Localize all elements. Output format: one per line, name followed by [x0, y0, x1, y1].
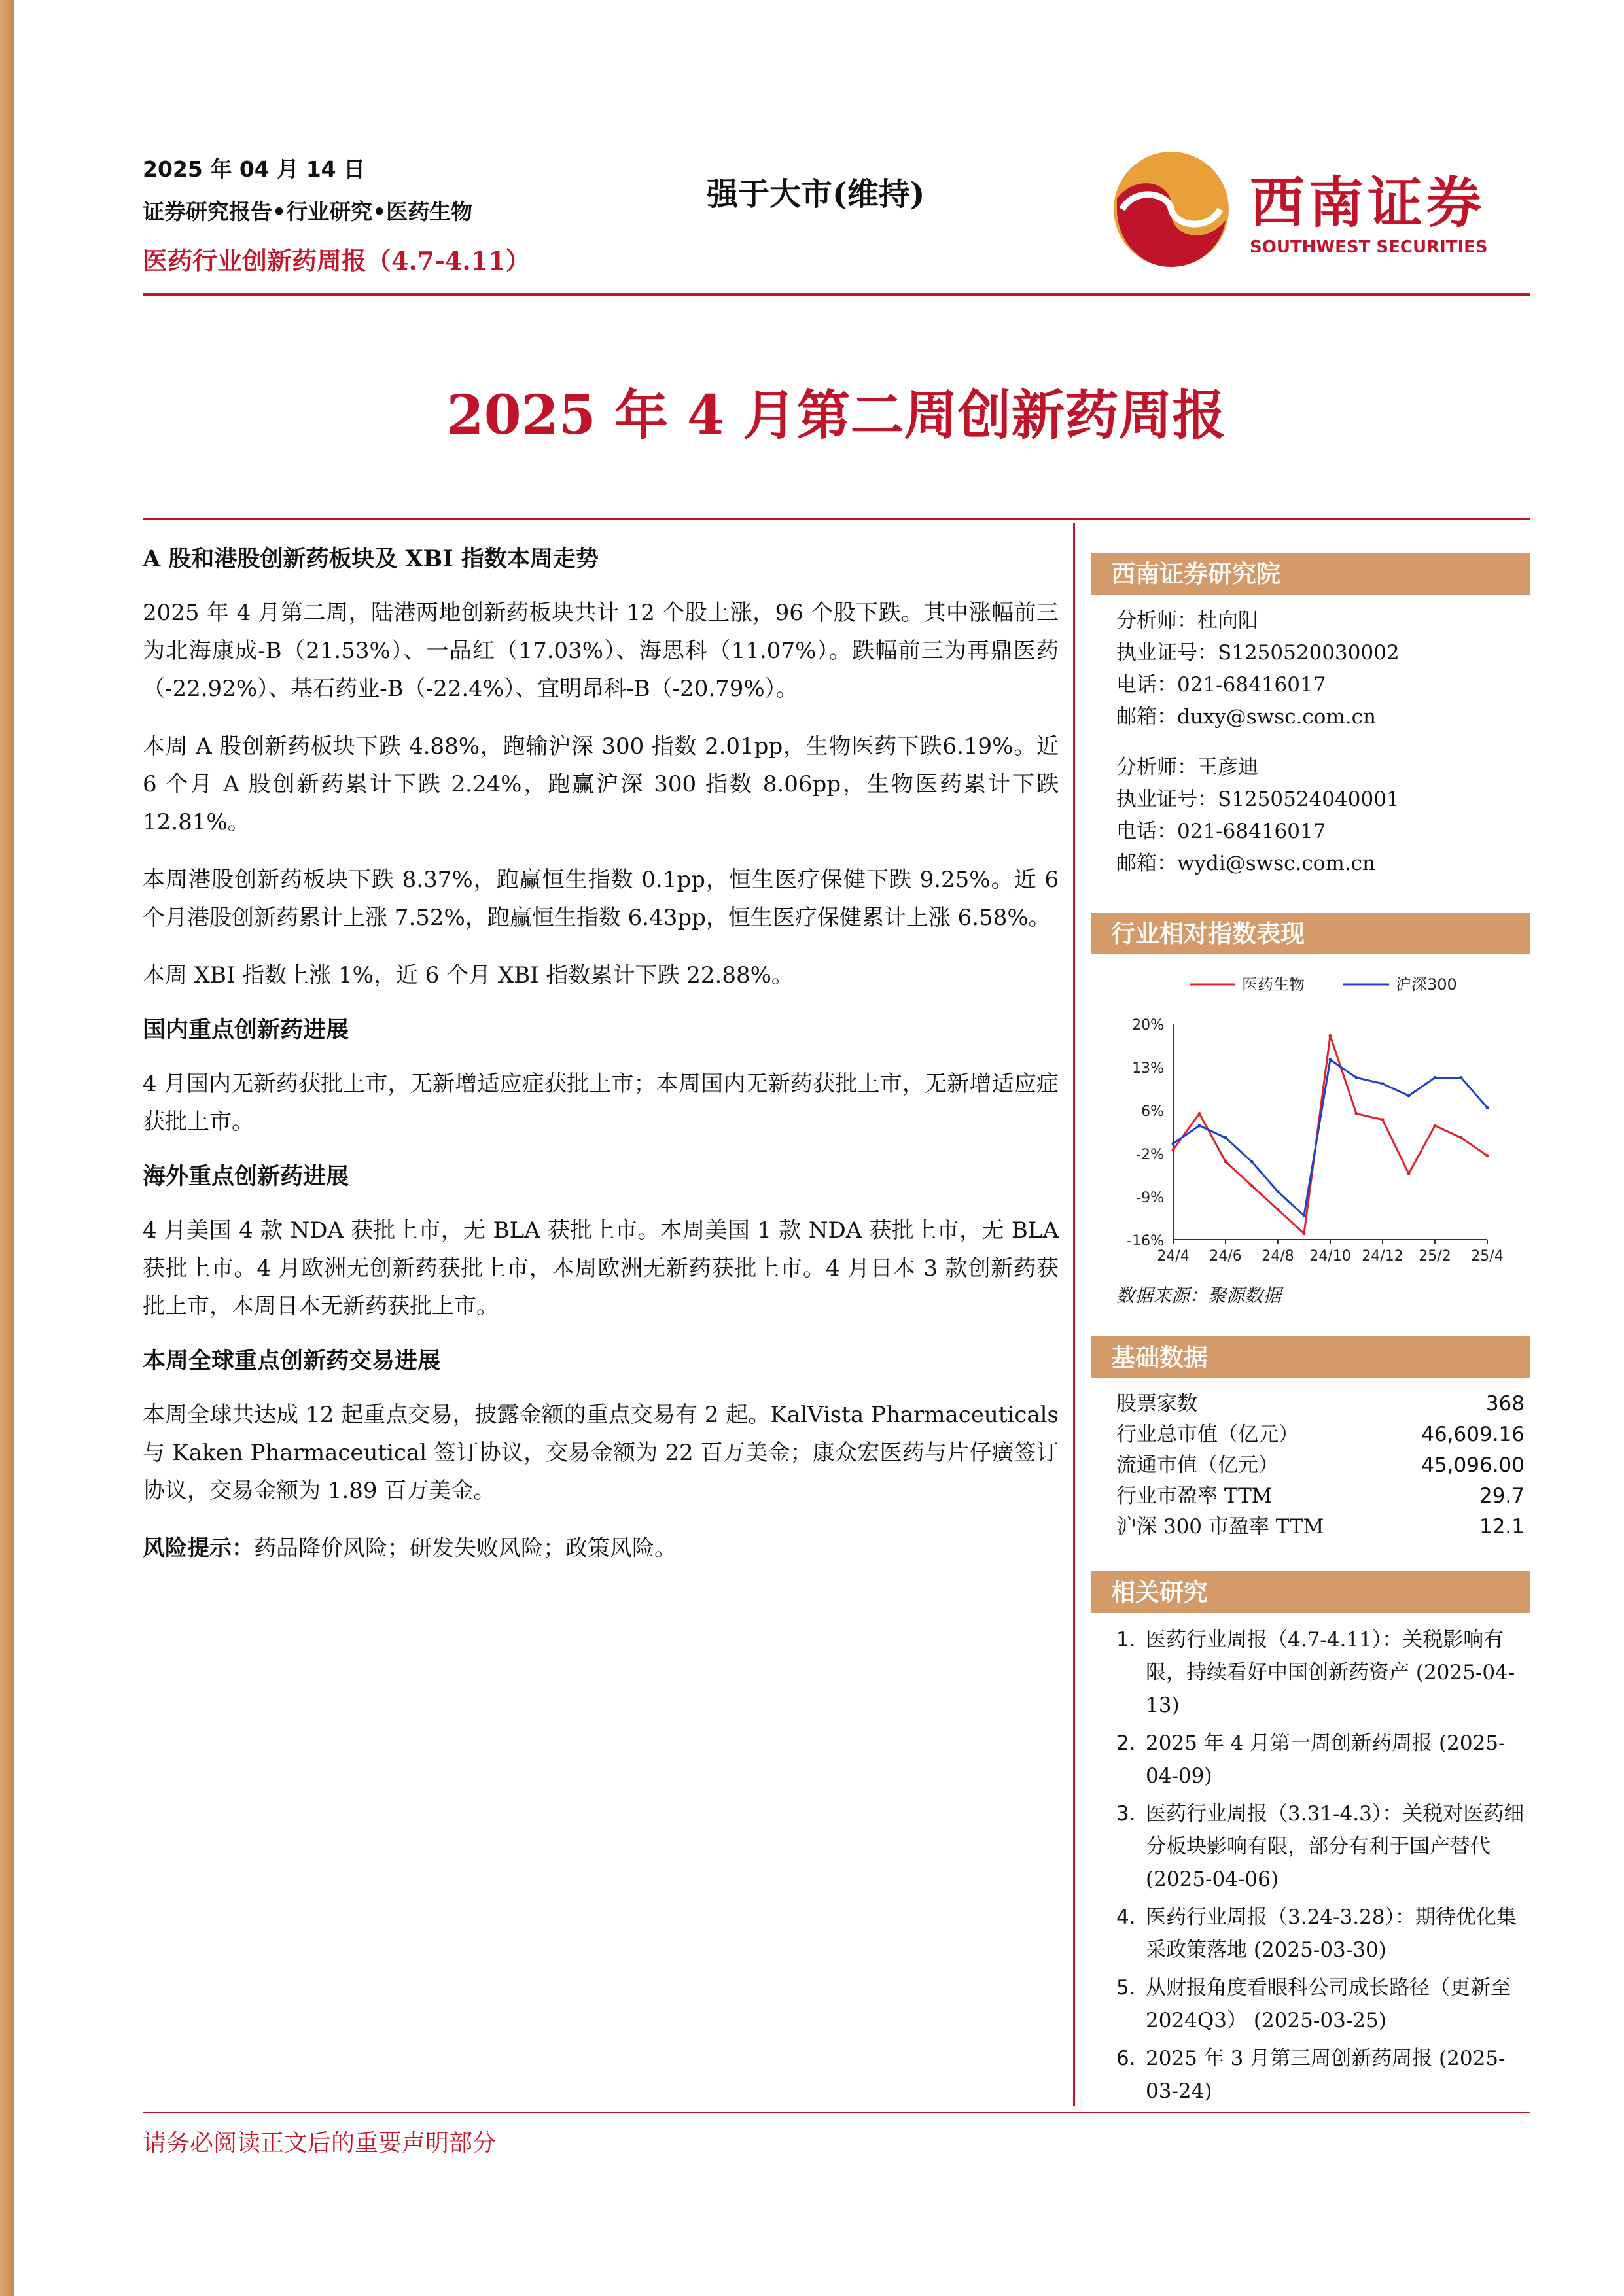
footer-divider — [143, 2112, 1530, 2113]
basic-data-row — [1091, 1450, 1530, 1481]
report-type: 证券研究报告•行业研究•医药生物 — [143, 199, 473, 224]
x-tick-label: 24/4 — [1157, 1248, 1190, 1264]
data-point — [1303, 1214, 1306, 1217]
summary-paragraph: 本周全球共达成 12 起重点交易，披露金额的重点交易有 2 起。KalVista Pharmaceuticals 与 Kaken Pharmaceutical 签订协议，交易金额为 22 百万美金；康众宏医药与片仔癀签订协议，交易金额为 1.89 百万美金。 — [143, 1402, 1059, 1504]
sidebar-column — [1091, 553, 1530, 2113]
x-tick-label: 25/4 — [1471, 1248, 1504, 1264]
rating: 强于大市(维持) — [707, 176, 925, 213]
data-point — [1381, 1118, 1385, 1121]
basic-data-label: 行业总市值（亿元） — [1116, 1423, 1299, 1446]
data-point — [1407, 1172, 1411, 1175]
analyst-phone: 电话：021-68416017 — [1116, 820, 1326, 843]
y-tick-label: 13% — [1132, 1060, 1164, 1077]
analyst-name: 分析师：杜向阳 — [1116, 609, 1258, 633]
analyst-cert: 执业证号：S1250520030002 — [1116, 641, 1400, 665]
logo-emblem-icon — [1109, 147, 1233, 271]
data-point — [1460, 1136, 1463, 1139]
y-tick-label: 20% — [1132, 1017, 1164, 1034]
section-heading: 海外重点创新药进展 — [143, 1163, 349, 1190]
data-point — [1434, 1076, 1437, 1079]
legend-label: 医药生物 — [1242, 975, 1305, 994]
y-tick-label: -2% — [1136, 1147, 1164, 1163]
summary-column — [143, 543, 1059, 1587]
x-tick-label: 24/10 — [1309, 1248, 1351, 1264]
chart-header: 行业相对指数表现 — [1091, 913, 1530, 954]
company-logo — [1109, 147, 1528, 271]
data-point — [1303, 1232, 1306, 1235]
basic-data-row — [1091, 1389, 1530, 1419]
related-item[interactable] — [1116, 1972, 1530, 2037]
basic-data-label: 沪深 300 市盈率 TTM — [1116, 1515, 1324, 1539]
basic-data-label: 股票家数 — [1116, 1392, 1197, 1416]
related-text: 2025 年 4 月第一周创新药周报 (2025-04-09) — [1146, 1731, 1506, 1788]
summary-paragraph: 本周港股创新药板块下跌 8.37%，跑赢恒生指数 0.1pp，恒生医疗保健下跌 9.25%。近 6 个月港股创新药累计上涨 7.52%，跑赢恒生指数 6.43pp，恒生医疗保健累计上涨 6.58%。 — [143, 867, 1059, 931]
x-tick-label: 24/12 — [1362, 1248, 1403, 1264]
logo-text-en: SOUTHWEST SECURITIES — [1250, 237, 1488, 257]
data-point — [1381, 1082, 1385, 1085]
related-num: 5. — [1116, 1976, 1136, 2000]
summary-paragraph: 4 月国内无新药获批上市，无新增适应症获批上市；本周国内无新药获批上市，无新增适应症获批上市。 — [143, 1071, 1059, 1135]
column-divider — [1073, 523, 1075, 2106]
data-point — [1355, 1076, 1358, 1079]
y-tick-label: 6% — [1141, 1104, 1164, 1120]
data-point — [1277, 1190, 1280, 1193]
data-point — [1486, 1154, 1489, 1157]
data-point — [1172, 1148, 1175, 1151]
data-point — [1198, 1124, 1201, 1127]
data-point — [1172, 1142, 1175, 1145]
basic-data-row — [1091, 1419, 1530, 1450]
y-tick-label: -9% — [1136, 1190, 1164, 1206]
relative-index-chart — [1091, 965, 1530, 1279]
related-num: 4. — [1116, 1905, 1136, 1929]
summary-paragraph: 2025 年 4 月第二周，陆港两地创新药板块共计 12 个股上涨，96 个股下跌。其中涨幅前三为北海康成-B（21.53%）、一品红（17.03%）、海思科（11.07%）。跌幅前三为再鼎医药（-22.92%）、基石药业-B（-22.4%）、宜明昂科-B（-20.79%）。 — [143, 600, 1059, 702]
institute-header: 西南证券研究院 — [1091, 553, 1530, 595]
risk-text: 药品降价风险；研发失败风险；政策风险。 — [254, 1535, 677, 1561]
data-point — [1250, 1160, 1254, 1163]
risk-label: 风险提示： — [143, 1535, 254, 1561]
related-list — [1091, 1624, 1530, 2108]
basic-data-table — [1091, 1389, 1530, 1542]
basic-data-row — [1091, 1512, 1530, 1542]
legend-label: 沪深300 — [1396, 975, 1457, 994]
related-num: 6. — [1116, 2047, 1136, 2070]
data-point — [1250, 1184, 1254, 1187]
chart-svg — [1091, 965, 1530, 1279]
data-point — [1355, 1112, 1358, 1115]
summary-paragraph: 4 月美国 4 款 NDA 获批上市，无 BLA 获批上市。本周美国 1 款 NDA 获批上市，无 BLA 获批上市。4 月欧洲无创新药获批上市，本周欧洲无新药获批上市。4 月日本 3 款创新药获批上市，本周日本无新药获批上市。 — [143, 1217, 1059, 1319]
section-heading: A 股和港股创新药板块及 XBI 指数本周走势 — [143, 546, 599, 572]
related-item[interactable] — [1116, 1624, 1530, 1722]
analyst-name: 分析师：王彦迪 — [1116, 756, 1258, 779]
series-line-csi300 — [1173, 1060, 1487, 1215]
report-series-title: 医药行业创新药周报（4.7-4.11） — [143, 246, 531, 275]
related-text: 2025 年 3 月第三周创新药周报 (2025-03-24) — [1146, 2047, 1506, 2103]
related-num: 2. — [1116, 1731, 1136, 1755]
chart-source: 数据来源：聚源数据 — [1116, 1285, 1282, 1306]
basic-data-value: 45,096.00 — [1421, 1453, 1525, 1477]
basic-data-value: 29.7 — [1479, 1484, 1525, 1508]
data-point — [1486, 1106, 1489, 1109]
analyst-phone: 电话：021-68416017 — [1116, 673, 1326, 697]
title-divider — [143, 518, 1530, 520]
related-item[interactable] — [1116, 2042, 1530, 2108]
related-num: 3. — [1116, 1802, 1136, 1826]
analyst-email[interactable]: 邮箱：wydi@swsc.com.cn — [1116, 852, 1375, 875]
section-heading: 本周全球重点创新药交易进展 — [143, 1348, 441, 1374]
related-item[interactable] — [1116, 1727, 1530, 1792]
y-tick-label: -16% — [1127, 1233, 1164, 1249]
related-text: 医药行业周报（3.31-4.3）：关税对医药细分板块影响有限，部分有利于国产替代 (2025-04-06) — [1146, 1802, 1525, 1891]
data-point — [1434, 1124, 1437, 1127]
basic-data-value: 46,609.16 — [1421, 1423, 1525, 1446]
basic-data-label: 流通市值（亿元） — [1116, 1453, 1279, 1477]
logo-text-cn: 西南证券 — [1250, 170, 1486, 235]
section-heading: 国内重点创新药进展 — [143, 1017, 349, 1043]
page-edge-stripe — [0, 0, 14, 2296]
analyst-email[interactable]: 邮箱：duxy@swsc.com.cn — [1116, 705, 1376, 729]
related-header: 相关研究 — [1091, 1571, 1530, 1613]
x-tick-label: 24/6 — [1209, 1248, 1242, 1264]
x-tick-label: 24/8 — [1262, 1248, 1294, 1264]
data-point — [1329, 1034, 1332, 1037]
data-point — [1329, 1058, 1332, 1062]
risk-note — [143, 1529, 1059, 1567]
related-text: 医药行业周报（4.7-4.11）：关税影响有限，持续看好中国创新药资产 (2025-04-13) — [1146, 1628, 1515, 1717]
related-text: 医药行业周报（3.24-3.28）：期待优化集采政策落地 (2025-03-30) — [1146, 1905, 1517, 1962]
footer-disclaimer: 请务必阅读正文后的重要声明部分 — [143, 2130, 497, 2157]
analyst-cert: 执业证号：S1250524040001 — [1116, 788, 1400, 811]
basic-data-label: 行业市盈率 TTM — [1116, 1484, 1273, 1508]
related-num: 1. — [1116, 1628, 1136, 1652]
data-point — [1277, 1208, 1280, 1211]
data-point — [1198, 1112, 1201, 1115]
header-divider — [143, 293, 1530, 296]
analyst-info — [1091, 605, 1530, 880]
data-point — [1407, 1094, 1411, 1098]
related-text: 从财报角度看眼科公司成长路径（更新至 2024Q3） (2025-03-25) — [1146, 1976, 1511, 2032]
x-tick-label: 25/2 — [1419, 1248, 1451, 1264]
basic-data-value: 368 — [1485, 1392, 1525, 1416]
summary-paragraph: 本周 A 股创新药板块下跌 4.88%，跑输沪深 300 指数 2.01pp，生物医药下跌6.19%。近 6 个月 A 股创新药累计下跌 2.24%，跑赢沪深 300 指数 8.06pp，生物医药累计下跌 12.81%。 — [143, 733, 1059, 835]
basic-data-value: 12.1 — [1479, 1515, 1525, 1539]
basic-data-row — [1091, 1481, 1530, 1512]
related-item[interactable] — [1116, 1798, 1530, 1896]
report-date: 2025 年 04 月 14 日 — [143, 156, 366, 182]
data-point — [1224, 1136, 1227, 1139]
basic-data-header: 基础数据 — [1091, 1336, 1530, 1378]
related-item[interactable] — [1116, 1901, 1530, 1966]
main-title: 2025 年 4 月第二周创新药周报 — [446, 384, 1226, 447]
data-point — [1224, 1160, 1227, 1163]
summary-paragraph: 本周 XBI 指数上涨 1%，近 6 个月 XBI 指数累计下跌 22.88%。 — [143, 962, 794, 988]
data-point — [1460, 1076, 1463, 1079]
